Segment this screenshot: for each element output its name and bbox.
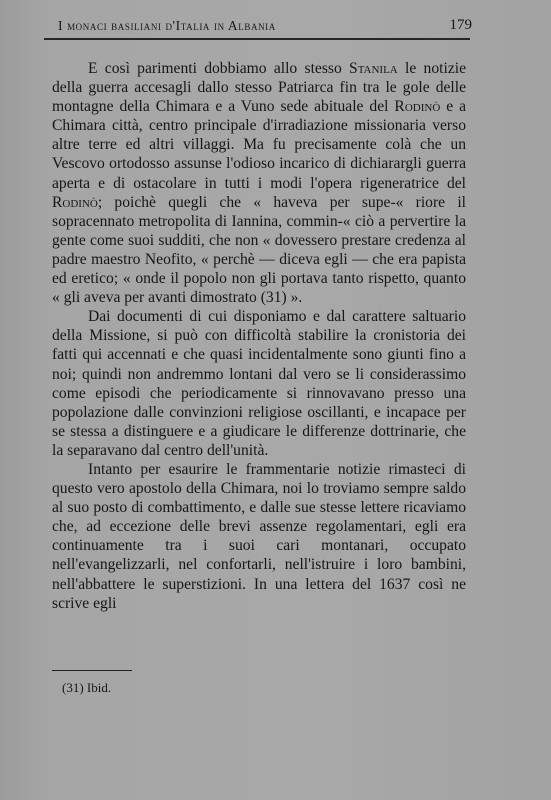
paragraph-3: Intanto per esaurire le frammentarie notizie rimasteci di questo vero apostolo della Chimara, noi lo troviamo sempre saldo al suo posto di combattimento, e dalle sue stesse lettere ricaviamo che, ad eccezione delle brevi assenze regolamentari, egli era continuamente tra i suoi cari montanari, occupato nell'evangelizzarli, nel confortarli, nell'istruire i loro bambini, nell'abbattere le superstizioni. In una lettera del 1637 così ne scrive egli: [52, 460, 466, 612]
paragraph-1-text-d: ; poichè quegli che « haveva per supe-« riore il sopracennato metropolita di Iannina, commin-« ciò a pervertire la gente come suoi sudditi, che non « dovessero prestare credenza al padre maestro Neofito, « perchè — diceva egli — che era papista ed eretico; « onde il popolo non gli portava tanto rispetto, quanto « gli aveva per avanti dimostrato (31) ».: [52, 193, 466, 307]
page-header: [44, 14, 474, 36]
name-stanila: Stanila: [349, 60, 398, 77]
footnote-rule: [52, 670, 132, 671]
header-rule: [44, 38, 470, 40]
running-title: I monaci basiliani d'Italia in Albania: [58, 18, 276, 33]
body-text: [52, 59, 466, 613]
paragraph-1-text-b: le notizie della guerra accesagli dallo stesso Patriarca fin tra le gole delle montagne della Chimara e a Vuno sede abituale del: [52, 60, 466, 116]
name-rodino: Rodinò: [394, 98, 441, 116]
paragraph-1-text-a: E così parimenti dobbiamo allo stesso: [88, 60, 350, 77]
paragraph-2: Dai documenti di cui disponiamo e dal carattere saltuario della Missione, si può con difficoltà stabilire la cronistoria dei fatti qui accennati e che quasi incidentalmente sono giunti fino a noi; quindi non andremmo lontani dal vero se li considerassimo come episodi che periodicamente si rinnovavano presso una popolazione dalle convinzioni religiose oscillanti, e incapace per se stessa a distinguere e a giudicare le differenze dottrinarie, che la separavano dal centro dell'unità.: [52, 308, 466, 459]
name-rodino: Rodinò: [52, 193, 98, 211]
paragraph-1: [52, 59, 466, 307]
paragraph-1-text-c: e a Chimara città, centro principale d'irradiazione missionaria verso altre terre ed altri villaggi. Ma fu precisamente colà che un Vescovo ortodosso assunse l'odioso incarico di dichiarargli guerra aperta e di ostacolare in tutti i modi l'opera rigeneratrice del: [52, 98, 467, 192]
page-number: 179: [449, 17, 472, 33]
footnote: (31) Ibid.: [62, 680, 112, 695]
